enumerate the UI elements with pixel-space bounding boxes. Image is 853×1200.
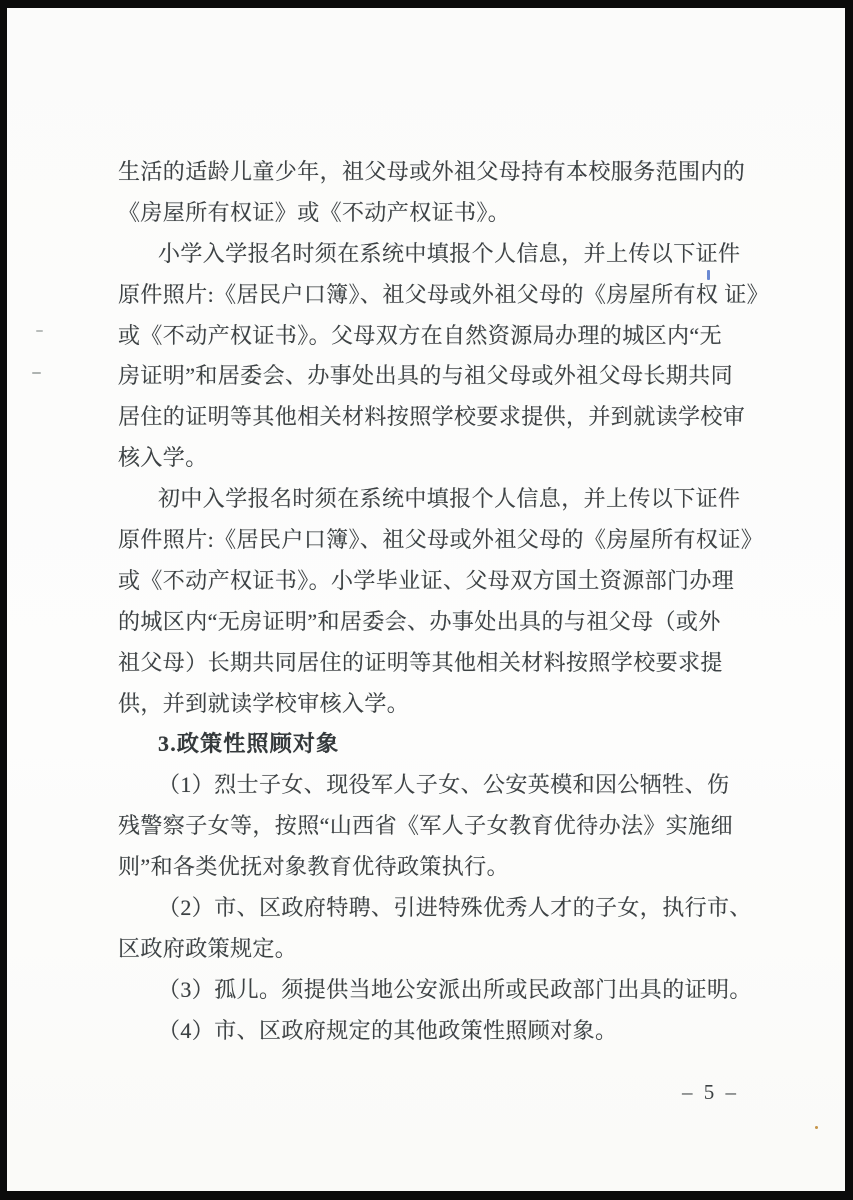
text-line: 《房屋所有权证》或《不动产权证书》。 <box>118 199 511 225</box>
scan-speck <box>815 1126 818 1129</box>
scan-speck <box>32 372 41 374</box>
text-line: （4）市、区政府规定的其他政策性照顾对象。 <box>158 1017 618 1043</box>
text-line: 核入学。 <box>118 445 208 471</box>
text-line: 或《不动产权证书》。小学毕业证、父母双方国土资源部门办理 <box>118 567 735 593</box>
document-text-block <box>118 152 770 1052</box>
page-number: – 5 – <box>682 1080 739 1104</box>
text-line: 区政府政策规定。 <box>118 935 298 961</box>
text-line: 残警察子女等，按照“山西省《军人子女教育优待办法》实施细 <box>118 813 733 839</box>
text-line: 居住的证明等其他相关材料按照学校要求提供，并到就读学校审 <box>118 404 746 430</box>
document-paper <box>7 8 845 1191</box>
text-line: （2）市、区政府特聘、引进特殊优秀人才的子女，执行市、 <box>158 895 752 921</box>
text-line: 房证明”和居委会、办事处出具的与祖父母或外祖父母长期共同 <box>118 363 733 389</box>
scan-speck <box>36 330 43 332</box>
text-line: 或《不动产权证书》。父母双方在自然资源局办理的城区内“无 <box>118 322 722 348</box>
text-line: 原件照片:《居民户口簿》、祖父母或外祖父母的《房屋所有权 证》 <box>118 281 770 307</box>
text-line: （3）孤儿。须提供当地公安派出所或民政部门出具的证明。 <box>158 976 752 1002</box>
section-heading: 3.政策性照顾对象 <box>158 731 340 757</box>
text-line: 供，并到就读学校审核入学。 <box>118 690 410 716</box>
scan-artifact <box>707 270 710 280</box>
text-line: 的城区内“无房证明”和居委会、办事处出具的与祖父母（或外 <box>118 608 721 634</box>
text-line: 小学入学报名时须在系统中填报个人信息，并上传以下证件 <box>158 240 741 266</box>
text-line: 原件照片:《居民户口簿》、祖父母或外祖父母的《房屋所有权证》 <box>118 527 764 553</box>
text-line: 生活的适龄儿童少年，祖父母或外祖父母持有本校服务范围内的 <box>118 159 746 184</box>
text-line: 初中入学报名时须在系统中填报个人信息，并上传以下证件 <box>158 486 741 512</box>
text-line: 祖父母）长期共同居住的证明等其他相关材料按照学校要求提 <box>118 649 723 675</box>
text-line: （1）烈士子女、现役军人子女、公安英模和因公牺牲、伤 <box>158 772 730 798</box>
text-line: 则”和各类优抚对象教育优待政策执行。 <box>118 854 509 880</box>
